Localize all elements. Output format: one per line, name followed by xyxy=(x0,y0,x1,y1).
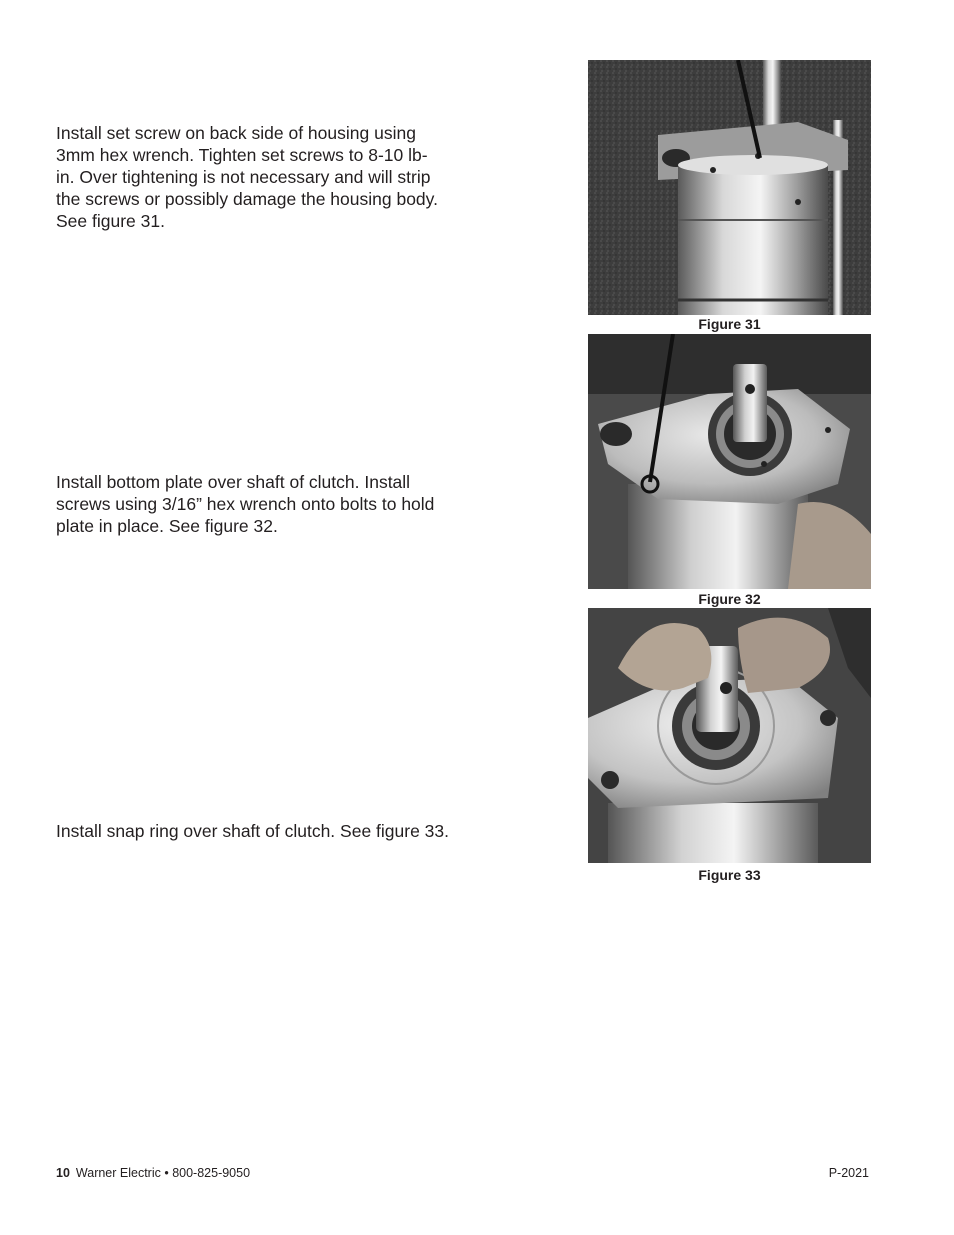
figure-33-photo xyxy=(588,608,871,863)
footer-left xyxy=(56,1166,250,1181)
figure-31-illustration xyxy=(588,60,871,315)
step-text-33: Install snap ring over shaft of clutch. See figure 33. xyxy=(56,821,449,841)
footer-company: Warner Electric • 800-825-9050 xyxy=(75,1166,251,1180)
footer-doc-code: P-2021 xyxy=(828,1166,869,1180)
figure-32-illustration xyxy=(588,334,871,589)
figure-33-illustration xyxy=(588,608,871,863)
figure-33-caption: Figure 33 xyxy=(698,867,761,883)
figure-31-caption: Figure 31 xyxy=(698,316,761,332)
page-number: 10 xyxy=(56,1166,70,1180)
step-text-31: Install set screw on back side of housing using 3mm hex wrench. Tighten set screws to 8-10 lb- in. Over tightening is not necessary and will strip the screws or possibly damage the housing body. See figure 31. xyxy=(56,123,438,231)
figure-32-caption: Figure 32 xyxy=(698,591,761,607)
figure-32-photo xyxy=(588,334,871,589)
step-text-32: Install bottom plate over shaft of clutch. Install screws using 3/16” hex wrench onto bolts to hold plate in place. See figure 32. xyxy=(56,472,435,536)
figure-31-photo xyxy=(588,60,871,315)
